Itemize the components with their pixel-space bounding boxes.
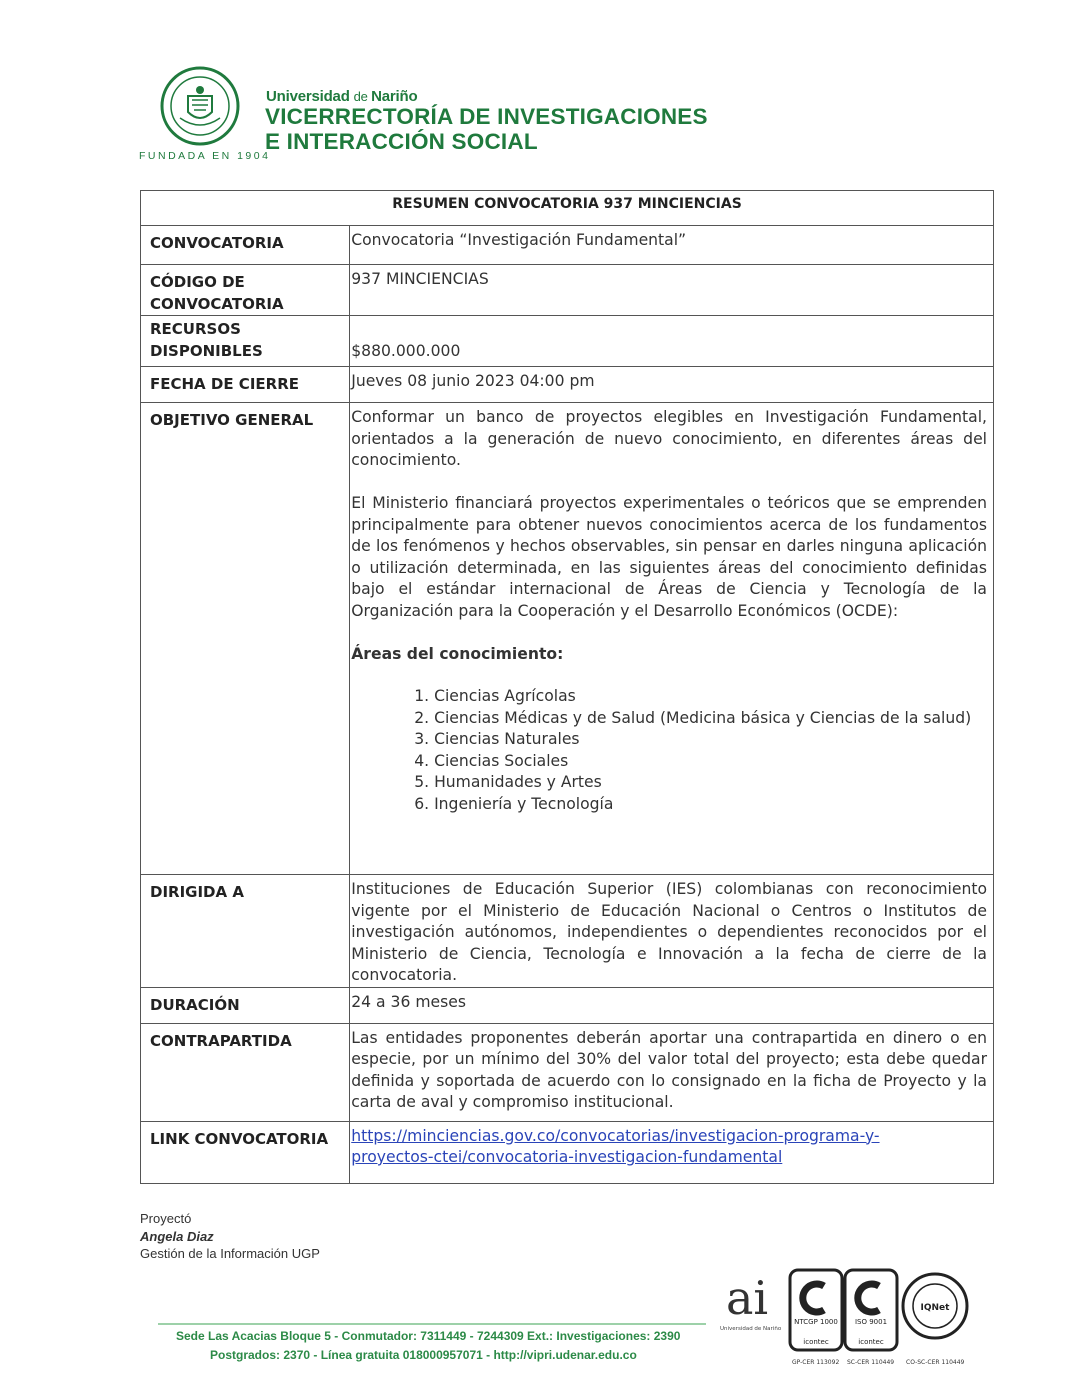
svg-text:GP-CER 113092: GP-CER 113092	[792, 1359, 840, 1366]
convocatoria-link[interactable]: https://minciencias.gov.co/convocatorias/investigacion-programa-y- proyectos-ctei/convocatoria-investigacion-fundamental	[351, 1126, 880, 1166]
row-label-recursos: RECURSOS DISPONIBLES	[141, 316, 350, 367]
row-value-codigo: 937 MINCIENCIAS	[350, 265, 994, 316]
objective-paragraph-2: El Ministerio financiará proyectos experimentales o teóricos que se emprenden principalmente para obtener nuevos conocimientos acerca de los fundamentos de los fenómenos y hechos observables, sin pensar en darles ninguna aplicación o utilización determinada, en las siguientes áreas del conocimiento definidas bajo el estándar internacional de Áreas de Ciencia y Tecnología de la Organización para la Cooperación y el Desarrollo Económicos (OCDE):	[351, 494, 987, 620]
footer-address-line-1: Sede Las Acacias Bloque 5 - Conmutador: 7311449 - 7244309 Ext.: Investigaciones: 2390	[176, 1329, 681, 1343]
table-row	[141, 226, 994, 265]
row-value-link	[350, 1121, 994, 1183]
svg-text:Universidad de Nariño: Universidad de Nariño	[720, 1326, 782, 1332]
row-value-recursos: $880.000.000	[350, 316, 994, 367]
row-label-fecha-cierre: FECHA DE CIERRE	[141, 367, 350, 403]
ntcgp-label: NTCGP 1000	[794, 1318, 838, 1326]
university-seal-logo	[160, 66, 240, 146]
table-row-objective	[141, 403, 994, 875]
row-label-objetivo: OBJETIVO GENERAL	[141, 403, 350, 875]
table-row	[141, 1121, 994, 1183]
founded-year-text: FUNDADA EN 1904	[139, 150, 271, 162]
accreditation-ai-logo: ai	[726, 1271, 769, 1325]
table-row	[141, 875, 994, 988]
university-name: Universidad de Nariño	[266, 88, 418, 105]
list-item: 4. Ciencias Sociales	[414, 751, 569, 770]
projected-by-block	[140, 1210, 320, 1263]
row-label-dirigida: DIRIGIDA A	[141, 875, 350, 988]
areas-heading: Áreas del conocimiento:	[351, 644, 564, 663]
table-title: RESUMEN CONVOCATORIA 937 MINCIENCIAS	[141, 191, 994, 226]
table-row	[141, 1023, 994, 1121]
summary-table	[140, 190, 994, 1184]
row-label-link: LINK CONVOCATORIA	[141, 1121, 350, 1183]
table-title-row	[141, 191, 994, 226]
row-value-objetivo	[350, 403, 994, 875]
table-row	[141, 367, 994, 403]
areas-list	[351, 686, 987, 815]
row-label-convocatoria: CONVOCATORIA	[141, 226, 350, 265]
svg-text:icontec: icontec	[803, 1338, 829, 1346]
department-name: Gestión de la Información UGP	[140, 1246, 320, 1261]
vice-rectory-line-2: E INTERACCIÓN SOCIAL	[265, 129, 538, 154]
row-value-dirigida: Instituciones de Educación Superior (IES) colombianas con reconocimiento vigente por el Ministerio de Educación Nacional o Centros o Institutos de investigación autónomos, independientes o dependientes reconocidos por el Ministerio de Ciencia, Tecnología e Innovación a la fecha de cierre de la convocatoria.	[350, 875, 994, 988]
row-value-duracion: 24 a 36 meses	[350, 987, 994, 1023]
vice-rectory-line-1: VICERRECTORÍA DE INVESTIGACIONES	[265, 104, 708, 129]
row-value-convocatoria: Convocatoria “Investigación Fundamental”	[350, 226, 994, 265]
row-label-codigo: CÓDIGO DE CONVOCATORIA	[141, 265, 350, 316]
row-label-contrapartida: CONTRAPARTIDA	[141, 1023, 350, 1121]
svg-text:icontec: icontec	[858, 1338, 884, 1346]
row-value-contrapartida: Las entidades proponentes deberán aportar una contrapartida en dinero o en especie, por un mínimo del 30% del valor total del proyecto; esta debe quedar definida y soportada de acuerdo con lo consignado en la ficha de Proyecto y la carta de aval y compromiso institucional.	[350, 1023, 994, 1121]
iqnet-label: IQNet	[920, 1303, 950, 1313]
row-value-fecha-cierre: Jueves 08 junio 2023 04:00 pm	[350, 367, 994, 403]
svg-text:SC-CER 110449: SC-CER 110449	[847, 1359, 895, 1366]
projected-label: Proyectó	[140, 1211, 192, 1226]
list-item: 5. Humanidades y Artes	[414, 773, 602, 791]
list-item: 3. Ciencias Naturales	[414, 730, 580, 748]
svg-text:CO-SC-CER 110449: CO-SC-CER 110449	[906, 1359, 965, 1366]
certification-logos	[720, 1266, 970, 1370]
list-item: 2. Ciencias Médicas y de Salud (Medicina básica y Ciencias de la salud)	[414, 708, 972, 727]
footer-address-line-2: Postgrados: 2370 - Línea gratuita 018000957071 - http://vipri.udenar.edu.co	[210, 1348, 637, 1362]
iso-label: ISO 9001	[854, 1318, 888, 1326]
footer-divider	[158, 1323, 706, 1325]
list-item: 6. Ingeniería y Tecnología	[414, 794, 614, 813]
author-name: Angela Diaz	[140, 1228, 214, 1244]
objective-paragraph-1: Conformar un banco de proyectos elegibles en Investigación Fundamental, orientados a la generación de nuevo conocimiento, en diferentes áreas del conocimiento.	[351, 408, 987, 469]
table-row	[141, 265, 994, 316]
row-label-duracion: DURACIÓN	[141, 987, 350, 1023]
table-row	[141, 987, 994, 1023]
list-item: 1. Ciencias Agrícolas	[414, 687, 576, 705]
table-row	[141, 316, 994, 367]
